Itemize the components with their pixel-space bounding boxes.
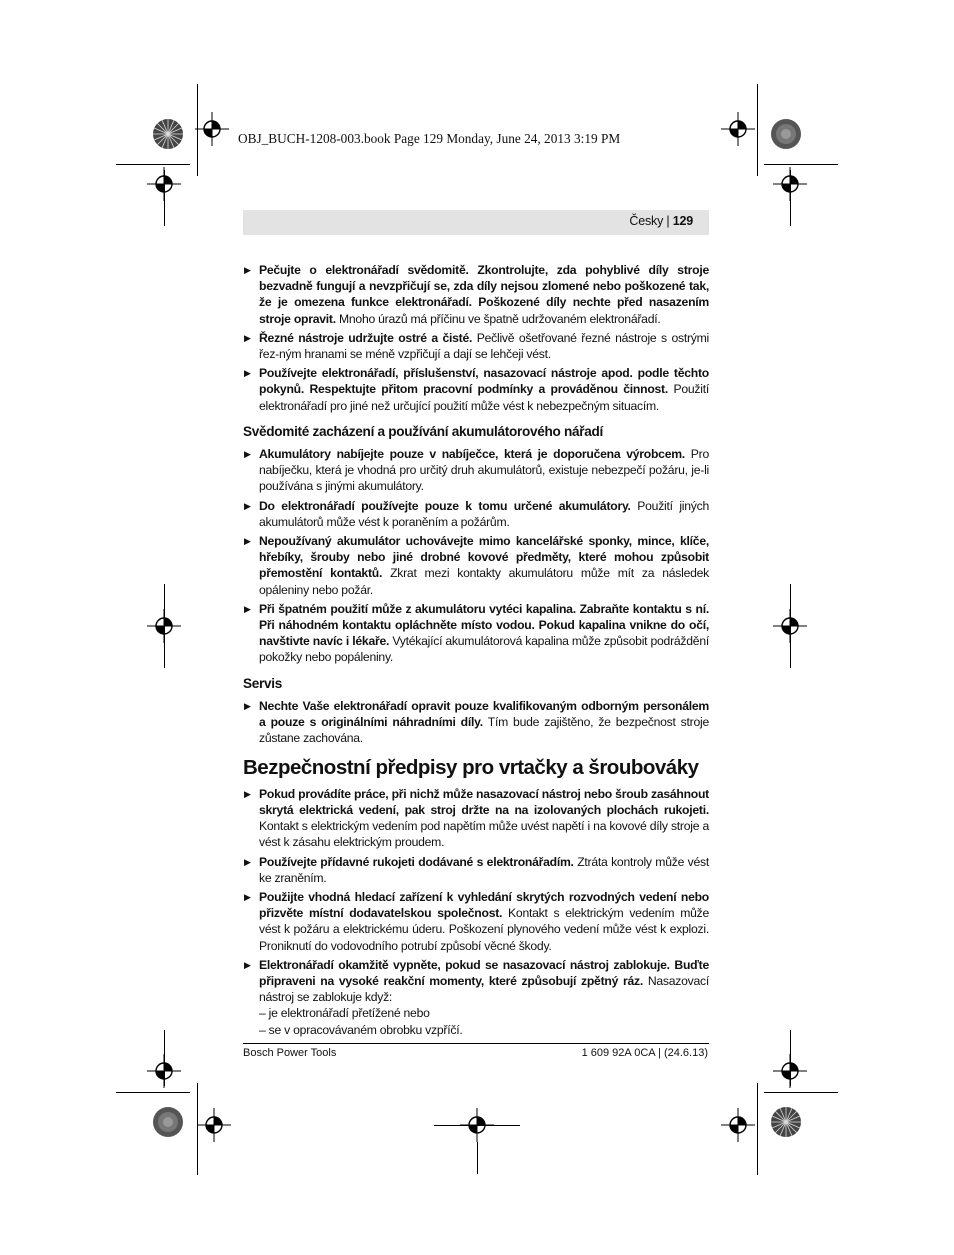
sub-list-item: – je elektronářadí přetížené nebo — [259, 1006, 430, 1021]
registration-target-icon — [773, 167, 807, 201]
list-item: ▶ Použijte vhodná hledací zařízení k vyhledání skrytých rozvodných vedení nebo přizvěte místní dodavatelskou společnost. Kontakt s elektrickým vedením může vést k požáru a elektrickému úderu. Poškození plynového vedení může vést k explozi. Proniknutí do vodovodního potrubí způsobí věcné škody. — [243, 889, 709, 954]
section-heading: Svědomité zacházení a používání akumulátorového nářadí — [243, 423, 603, 439]
registration-target-icon — [147, 167, 181, 201]
footer-rule — [243, 1043, 709, 1044]
registration-target-icon — [773, 609, 807, 643]
page-content — [243, 262, 709, 1038]
list-item: ▶ Používejte elektronářadí, příslušenství, nasazovací nástroje apod. podle těchto pokynů. Respektujte přitom pracovní podmínky a prováděnou činnost. Použití elektronářadí pro jiné než určující použití může vést k nebezpečným situacím. — [243, 365, 709, 414]
crop-mark — [477, 1142, 478, 1174]
crop-mark — [757, 1083, 758, 1175]
list-item: ▶ Nechte Vaše elektronářadí opravit pouze kvalifikovaným odborným personálem a pouze s originálními náhradními díly. Tím bude zajištěno, že bezpečnost stroje zůstane zachována. — [243, 698, 709, 747]
starburst-mark-icon — [152, 1106, 184, 1138]
crop-mark — [764, 1092, 838, 1093]
list-item: ▶ Pečujte o elektronářadí svědomitě. Zkontrolujte, zda pohyblivé díly stroje bezvadně fungují a nevzpřičují se, zda díly nejsou zlomené nebo poškozené tak, že je omezena funkce elektronářadí. Poškozené díly nechte před nasazením stroje opravit. Mnoho úrazů má příčinu ve špatně udržovaném elektronářadí. — [243, 262, 709, 327]
language-label: Česky — [629, 214, 664, 228]
registration-target-icon — [721, 112, 755, 146]
registration-target-icon — [197, 1108, 231, 1142]
list-item: ▶ Pokud provádíte práce, při nichž může nasazovací nástroj nebo šroub zasáhnout skrytá elektrická vedení, pak stroj držte na na izolovaných plochách rukojeti. Kontakt s elektrickým vedením pod napětím může uvést napětí i na kovové díly stroje a vést k zásahu elektrickým proudem. — [243, 786, 709, 851]
list-item: ▶ Do elektronářadí používejte pouze k tomu určené akumulátory. Použití jiných akumulátorů může vést k poraněním a požárům. — [243, 498, 709, 530]
list-item: ▶ Elektronářadí okamžitě vypněte, pokud se nasazovací nástroj zablokuje. Buďte připraveni na vysoké reakční momenty, které způsobují zpětný ráz. Nasazovací nástroj se zablokuje když: — [243, 957, 709, 1006]
registration-target-icon — [721, 1108, 755, 1142]
list-item: ▶ Při špatném použití může z akumulátoru vytéci kapalina. Zabraňte kontaktu s ní. Při náhodném kontaktu opláchněte místo vodou. Pokud kapalina vnikne do očí, navštivte navíc i lékaře. Vytékající akumulátorová kapalina může způsobit podráždění pokožky nebo popáleniny. — [243, 601, 709, 666]
list-item: ▶ Akumulátory nabíjejte pouze v nabíječce, která je doporučena výrobcem. Pro nabíječku, která je vhodná pro určitý druh akumulátorů, existuje nebezpečí požáru, je-li používána s jinými akumulátory. — [243, 446, 709, 495]
registration-target-icon — [147, 1054, 181, 1088]
list-item: ▶ Používejte přídavné rukojeti dodávané s elektronářadím. Ztráta kontroly může vést ke zraněním. — [243, 854, 709, 886]
crop-mark — [434, 1125, 520, 1126]
header-label: Česky | 129 — [629, 214, 693, 228]
list-item: ▶ Nepoužívaný akumulátor uchovávejte mimo kancelářské sponky, mince, klíče, hřebíky, šrouby nebo jiné drobné kovové předměty, které mohou způsobit přemostění kontaktů. Zkrat mezi kontakty akumulátoru může mít za následek opáleniny nebo požár. — [243, 533, 709, 598]
crop-mark — [757, 84, 758, 176]
registration-target-icon — [147, 609, 181, 643]
section-heading: Servis — [243, 675, 283, 691]
list-item: ▶ Řezné nástroje udržujte ostré a čisté. Pečlivě ošetřované řezné nástroje s ostrými řez-ným hranami se méně vzpřičují a dají se lehčeji vést. — [243, 330, 709, 362]
crop-mark — [116, 1092, 190, 1093]
footer-doc-number: 1 609 92A 0CA | (24.6.13) — [581, 1047, 708, 1059]
chapter-heading: Bezpečnostní předpisy pro vrtačky a šroubováky — [243, 756, 699, 780]
registration-target-icon — [773, 1054, 807, 1088]
print-slug: OBJ_BUCH-1208-003.book Page 129 Monday, June 24, 2013 3:19 PM — [238, 131, 621, 146]
registration-target-icon — [195, 112, 229, 146]
crop-mark — [764, 164, 838, 165]
sub-list-item: – se v opracovávaném obrobku vzpříčí. — [259, 1022, 463, 1037]
footer-brand: Bosch Power Tools — [243, 1047, 337, 1059]
starburst-mark-icon — [152, 118, 184, 150]
page-header — [243, 210, 709, 235]
crop-mark — [116, 164, 190, 165]
starburst-mark-icon — [770, 118, 802, 150]
page-number: 129 — [672, 214, 693, 228]
starburst-mark-icon — [770, 1106, 802, 1138]
